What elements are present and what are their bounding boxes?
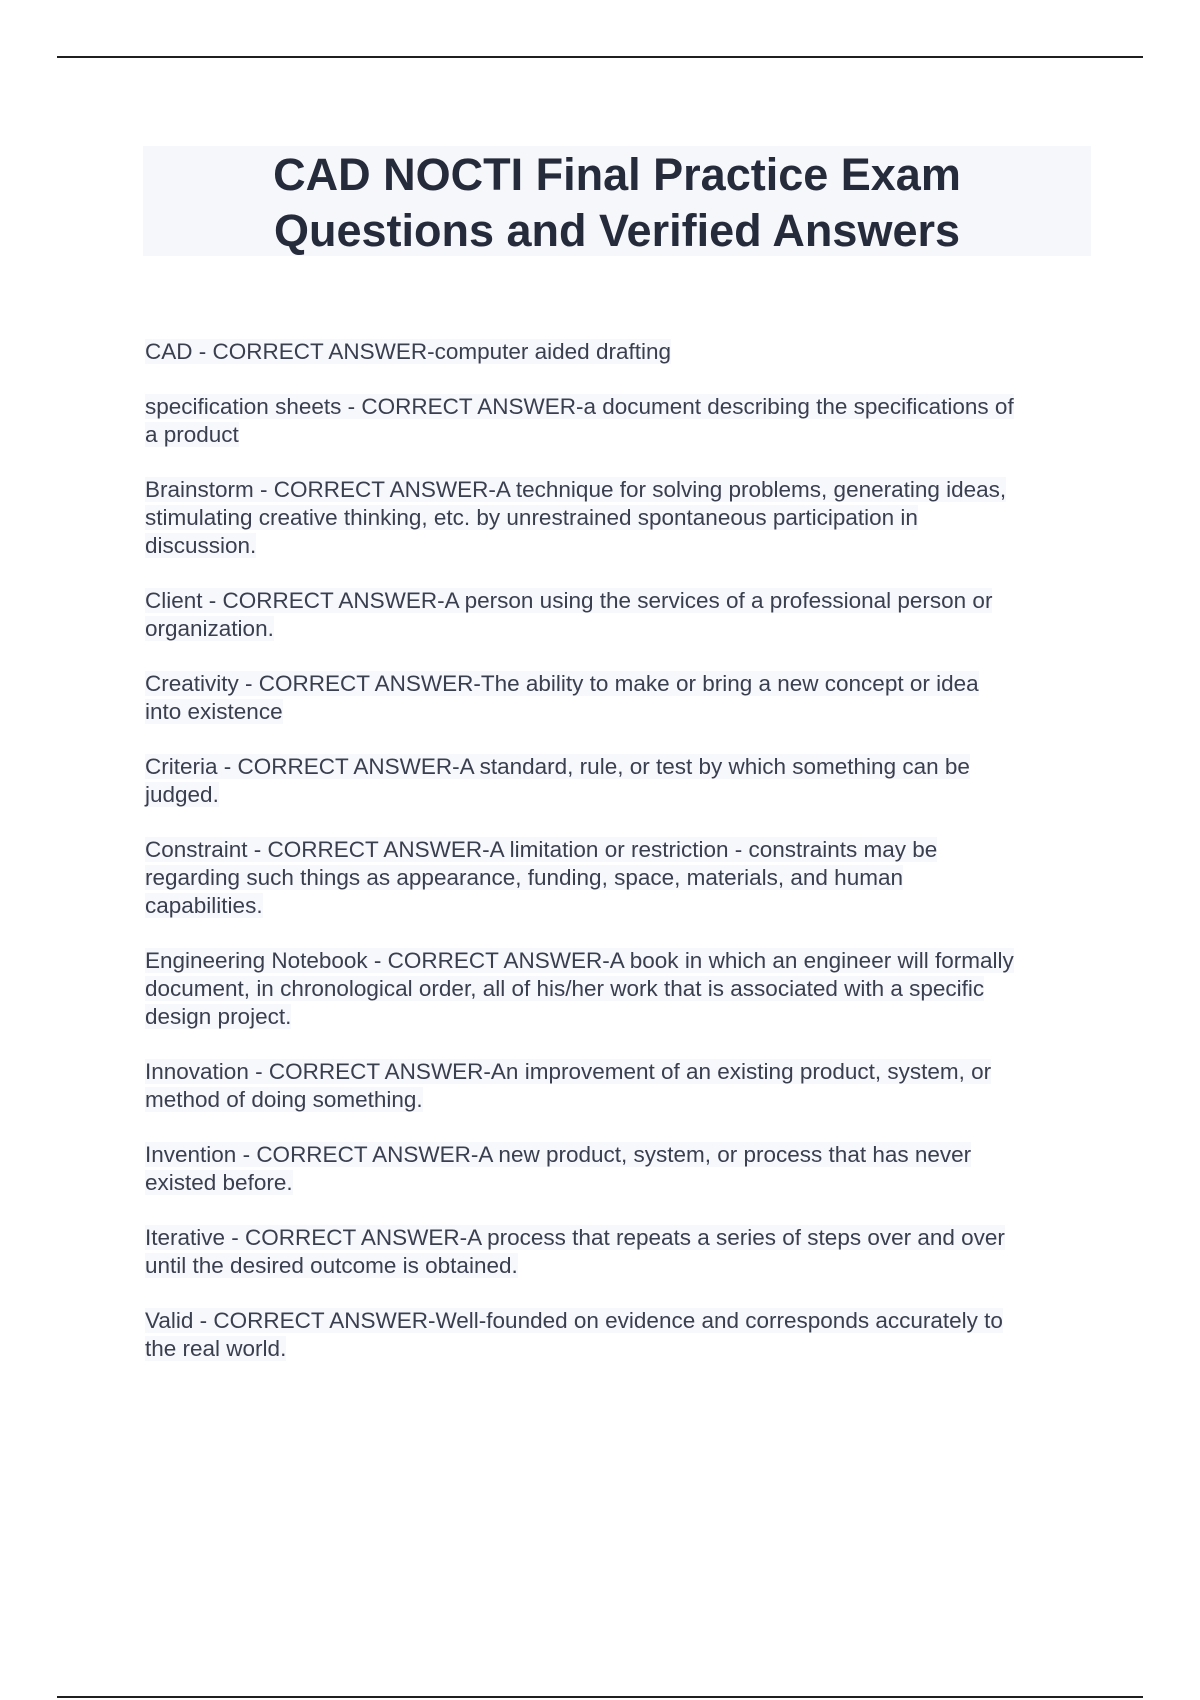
qa-entry-line: CAD - CORRECT ANSWER-computer aided drafting — [145, 339, 671, 364]
qa-entry-creativity — [145, 670, 1085, 726]
qa-entry-cad — [145, 338, 1085, 366]
qa-entry-engineering-notebook — [145, 947, 1085, 1031]
qa-entry-line: Iterative - CORRECT ANSWER-A process that repeats a series of steps over and over — [145, 1225, 1005, 1250]
qa-entry-criteria — [145, 753, 1085, 809]
qa-entry-line: design project. — [145, 1004, 292, 1029]
qa-entry-line: into existence — [145, 699, 283, 724]
qa-entry-line: organization. — [145, 616, 274, 641]
qa-entry-line: specification sheets - CORRECT ANSWER-a document describing the specifications of — [145, 394, 1014, 419]
qa-entry-line: method of doing something. — [145, 1087, 423, 1112]
qa-entry-line: until the desired outcome is obtained. — [145, 1253, 518, 1278]
qa-entry-line: existed before. — [145, 1170, 293, 1195]
qa-entry-line: discussion. — [145, 533, 257, 558]
qa-entry-line: Constraint - CORRECT ANSWER-A limitation or restriction - constraints may be — [145, 837, 938, 862]
qa-entry-line: judged. — [145, 782, 219, 807]
qa-list — [145, 338, 1085, 1390]
qa-entry-line: a product — [145, 422, 239, 447]
qa-entry-line: Invention - CORRECT ANSWER-A new product, system, or process that has never — [145, 1142, 972, 1167]
qa-entry-line: Criteria - CORRECT ANSWER-A standard, rule, or test by which something can be — [145, 754, 970, 779]
header-rule — [57, 56, 1143, 58]
qa-entry-specification-sheets — [145, 393, 1085, 449]
qa-entry-line: capabilities. — [145, 893, 263, 918]
qa-entry-line: stimulating creative thinking, etc. by unrestrained spontaneous participation in — [145, 505, 918, 530]
qa-entry-client — [145, 587, 1085, 643]
footer-rule — [57, 1696, 1143, 1698]
qa-entry-iterative — [145, 1224, 1085, 1280]
qa-entry-invention — [145, 1141, 1085, 1197]
qa-entry-valid — [145, 1307, 1085, 1363]
qa-entry-line: the real world. — [145, 1336, 287, 1361]
qa-entry-line: Brainstorm - CORRECT ANSWER-A technique for solving problems, generating ideas, — [145, 477, 1007, 502]
qa-entry-line: Innovation - CORRECT ANSWER-An improvement of an existing product, system, or — [145, 1059, 992, 1084]
qa-entry-line: document, in chronological order, all of his/her work that is associated with a specific — [145, 976, 985, 1001]
qa-entry-brainstorm — [145, 476, 1085, 560]
qa-entry-line: Client - CORRECT ANSWER-A person using the services of a professional person or — [145, 588, 993, 613]
qa-entry-line: regarding such things as appearance, funding, space, materials, and human — [145, 865, 903, 890]
qa-entry-line: Creativity - CORRECT ANSWER-The ability to make or bring a new concept or idea — [145, 671, 979, 696]
qa-entry-constraint — [145, 836, 1085, 920]
document-title-line-2: Questions and Verified Answers — [273, 205, 961, 256]
qa-entry-line: Engineering Notebook - CORRECT ANSWER-A book in which an engineer will formally — [145, 948, 1014, 973]
qa-entry-innovation — [145, 1058, 1085, 1114]
document-title-line-1: CAD NOCTI Final Practice Exam — [273, 149, 961, 200]
qa-entry-line: Valid - CORRECT ANSWER-Well-founded on evidence and corresponds accurately to — [145, 1308, 1003, 1333]
document-title — [143, 146, 1091, 256]
